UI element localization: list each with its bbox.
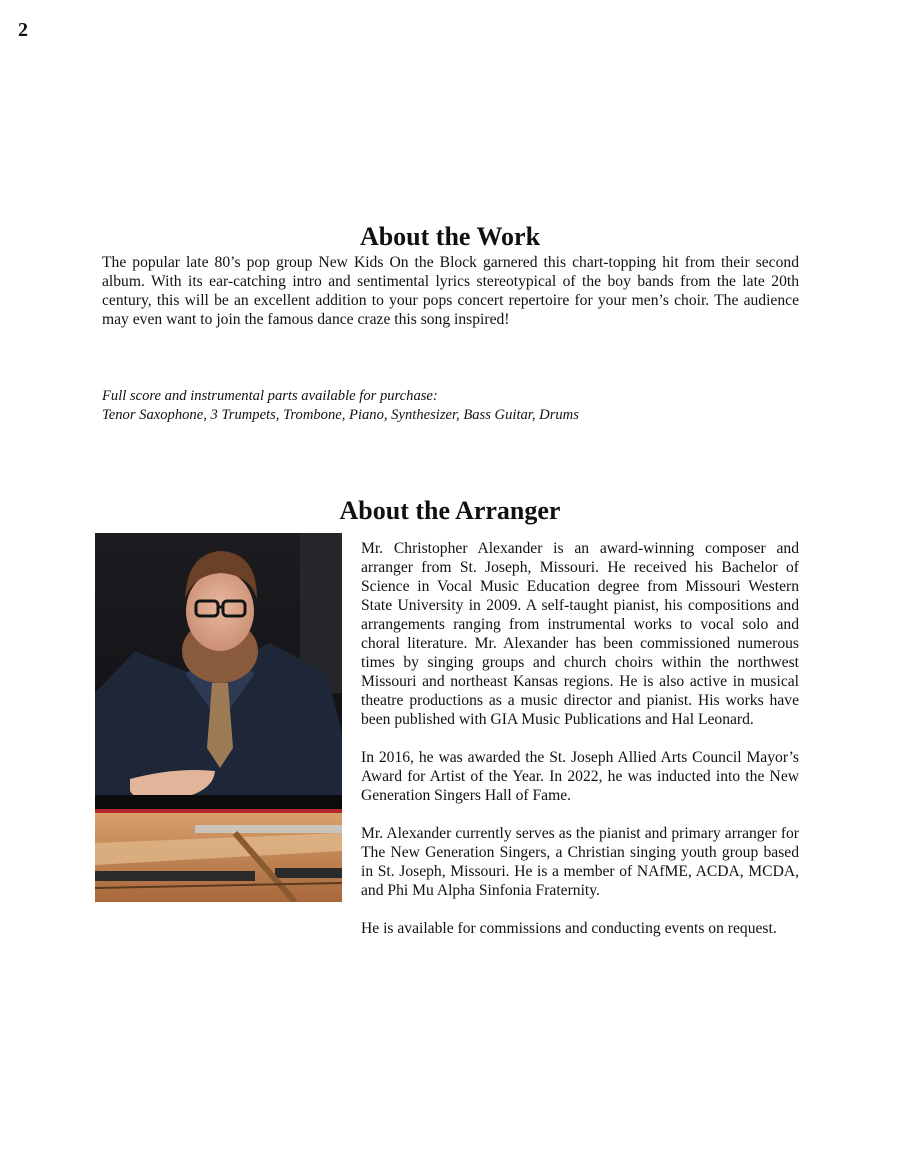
parts-note-line: Full score and instrumental parts available for purchase: xyxy=(102,388,438,404)
bio-paragraph: In 2016, he was awarded the St. Joseph Allied Arts Council Mayor’s Award for Artist of the Year. In 2022, he was inducted into the New Generation Singers Hall of Fame. xyxy=(361,749,799,804)
arranger-bio xyxy=(361,539,799,957)
about-work-text: The popular late 80’s pop group New Kids On the Block garnered this chart-topping hit from their second album. With its ear-catching intro and sentimental lyrics stereotypical of the boy bands from the late 20th century, this will be an excellent addition to your pops concert repertoire for your men’s choir. The audience may even want to join the famous dance craze this song inspired! xyxy=(102,254,799,328)
about-work-heading: About the Work xyxy=(359,222,541,251)
arranger-photo xyxy=(95,533,342,902)
page-number: 2 xyxy=(18,19,28,41)
bio-paragraph: Mr. Christopher Alexander is an award-winning composer and arranger from St. Joseph, Missouri. He received his Bachelor of Science in Vocal Music Education degree from Missouri Western State University in 2009. A self-taught pianist, his compositions and arrangements ranging from instrumental works to vocal solo and choral literature. Mr. Alexander has been commissioned numerous times by singing groups and church choirs within the northwest Missouri and northeast Kansas regions. He is also active in musical theatre productions as a music director and pianist. His works have been published with GIA Music Publications and Hal Leonard. xyxy=(361,540,799,728)
bio-paragraph: He is available for commissions and conducting events on request. xyxy=(361,920,777,937)
parts-list-line: Tenor Saxophone, 3 Trumpets, Trombone, Piano, Synthesizer, Bass Guitar, Drums xyxy=(102,407,579,423)
about-arranger-heading: About the Arranger xyxy=(339,496,561,525)
bio-paragraph: Mr. Alexander currently serves as the pianist and primary arranger for The New Generation Singers, a Christian singing youth group based in St. Joseph, Missouri. He is a member of NAfME, ACDA, MCDA, and Phi Mu Alpha Sinfonia Fraternity. xyxy=(361,825,799,899)
instrumental-parts-note xyxy=(102,387,799,425)
